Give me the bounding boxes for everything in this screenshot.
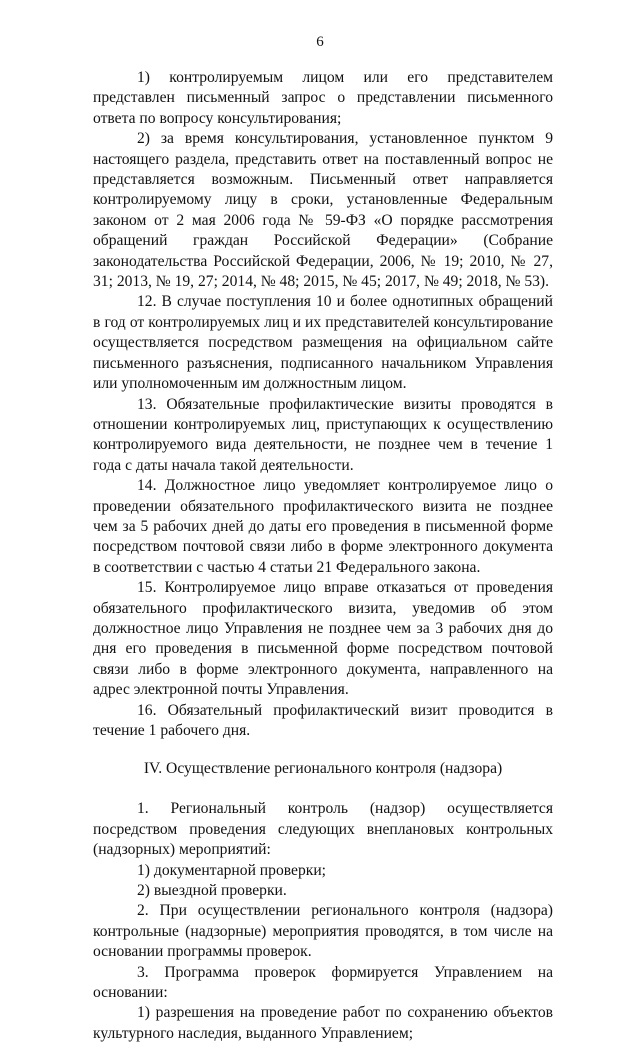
paragraph: 14. Должностное лицо уведомляет контролируемое лицо о проведении обязательного профилактического визита не позднее чем за 5 рабочих дней до даты его проведения в письменной форме посредством почтовой связи либо в форме электронного документа в соответствии с частью 4 статьи 21 Федерального закона. bbox=[93, 477, 553, 576]
paragraph: 2) выездной проверки. bbox=[137, 882, 287, 900]
paragraph: 13. Обязательные профилактические визиты проводятся в отношении контролируемых лиц, приступающих к осуществлению контролируемого вида деятельности, не позднее чем в течение 1 года с даты начала такой деятельности. bbox=[93, 395, 553, 474]
paragraph: 1) разрешения на проведение работ по сохранению объектов культурного наследия, выданного Управлением; bbox=[93, 1004, 553, 1042]
paragraph: 16. Обязательный профилактический визит проводится в течение 1 рабочего дня. bbox=[93, 701, 553, 739]
paragraph: 15. Контролируемое лицо вправе отказаться от проведения обязательного профилактического визита, уведомив об этом должностное лицо Управления не позднее чем за 3 рабочих дня до дня его проведения в письменной форме посредством почтовой связи либо в форме электронного документа, направленного на адрес электронной почты Управления. bbox=[93, 579, 553, 699]
page-number: 6 bbox=[316, 34, 324, 50]
paragraph: 3. Программа проверок формируется Управлением на основании: bbox=[93, 963, 553, 1002]
paragraph: 2) за время консультирования, установленное пунктом 9 настоящего раздела, представить ответ на поставленный вопрос не представляется возможным. Письменный ответ направляется контролируемому лицу в сроки, установленные Федеральным законом от 2 мая 2006 года № 59-ФЗ «О порядке рассмотрения обращений граждан Российской Федерации» (Собрание законодательства Российской Федерации, 2006, № 19; 2010, № 27, 31; 2013, № 19, 27; 2014, № 48; 2015, № 45; 2017, № 49; 2018, № 53). bbox=[93, 130, 553, 291]
document-body bbox=[93, 68, 553, 1044]
paragraph: 12. В случае поступления 10 и более однотипных обращений в год от контролируемых лиц и их представителей консультирование осуществляется посредством размещения на официальном сайте письменного разъяснения, подписанного начальником Управления или уполномоченным им должностным лицом. bbox=[93, 293, 553, 393]
paragraph: 1) документарной проверки; bbox=[137, 861, 326, 879]
paragraph: 2. При осуществлении регионального контроля (надзора) контрольные (надзорные) мероприятия проводятся, в том числе на основании программы проверок. bbox=[93, 902, 553, 961]
section-heading: IV. Осуществление регионального контроля (надзора) bbox=[143, 760, 503, 778]
paragraph: 1) контролируемым лицом или его представителем представлен письменный запрос о представлении письменного ответа по вопросу консультирования; bbox=[93, 69, 553, 127]
paragraph: 1. Региональный контроль (надзор) осуществляется посредством проведения следующих внеплановых контрольных (надзорных) мероприятий: bbox=[93, 800, 553, 859]
